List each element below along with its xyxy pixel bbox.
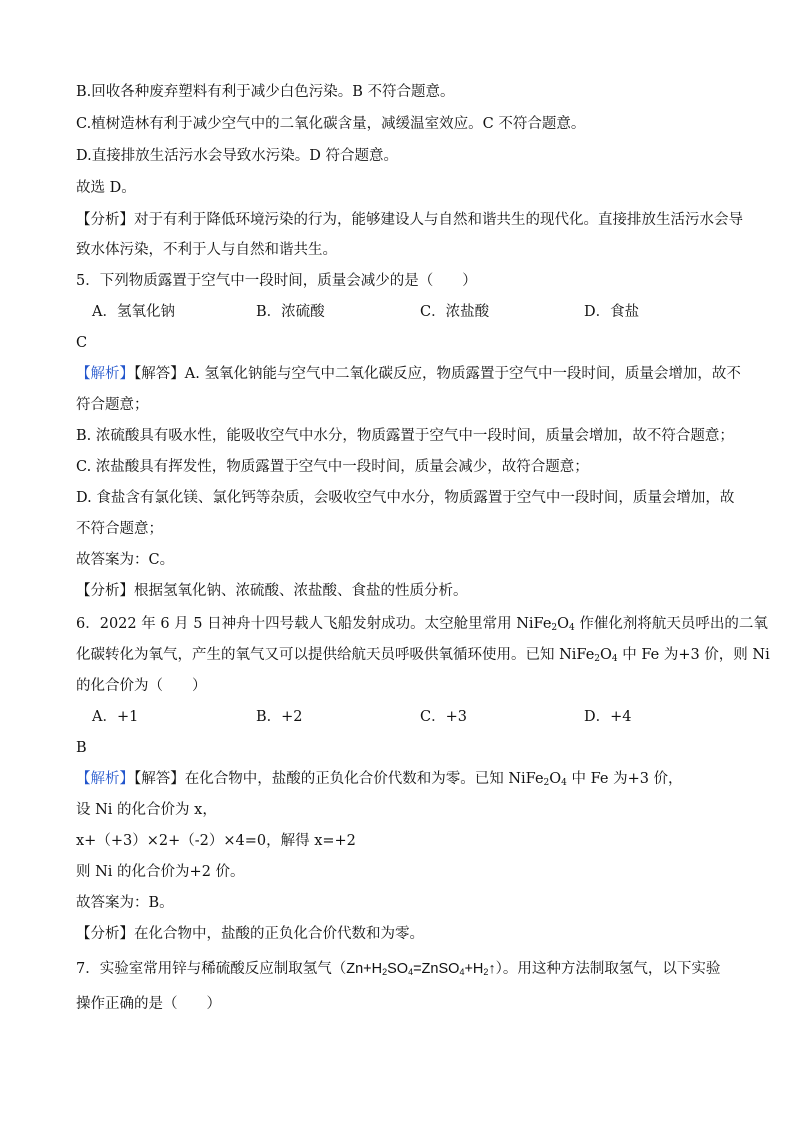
equation-part: SO <box>387 961 409 977</box>
q6-option-c: C．+3 <box>420 709 467 725</box>
solution-text: 在化合物中，盐酸的正负化合价代数和为零。已知 NiFe <box>184 771 544 787</box>
q5-final-answer: 故答案为：C。 <box>76 552 175 568</box>
analysis-tag: 【分析】 <box>76 212 134 228</box>
q5-option-b: B．浓硫酸 <box>256 304 325 320</box>
jieda-tag: 【解答】 <box>134 366 185 382</box>
analysis-text: 根据氢氧化钠、浓硫酸、浓盐酸、食盐的性质分析。 <box>134 583 468 599</box>
q4-option-c-explanation: C.植树造林有利于减少空气中的二氧化碳含量，减缓温室效应。C 不符合题意。 <box>76 116 586 132</box>
equation-part: =ZnSO <box>413 961 460 977</box>
analysis-tag: 【分析】 <box>76 583 134 599</box>
q6-stem-text: 6．2022 年 6 月 5 日神舟十四号载人飞船发射成功。太空舱里常用 NiFe <box>76 616 552 632</box>
analysis-tag: 【分析】 <box>76 926 134 942</box>
q5-solution-b: B. 浓硫酸具有吸水性，能吸收空气中水分，物质露置于空气中一段时间，质量会增加，故不符合题意； <box>76 428 734 444</box>
subscript: 4 <box>459 967 465 977</box>
jiexi-tag: 【解析】 <box>76 771 134 787</box>
subscript: 4 <box>408 967 414 977</box>
q6-stem-text: O <box>600 647 612 663</box>
q5-solution-line-2: 符合题意； <box>76 397 149 413</box>
equation-part: +H <box>464 961 484 977</box>
q5-solution-d-line-2: 不符合题意； <box>76 521 163 537</box>
q6-stem-text: 中 Fe 为+3 价，则 Ni <box>617 647 770 663</box>
q5-options <box>92 302 782 322</box>
up-arrow-icon: ↑ <box>488 961 496 977</box>
q6-stem-text: 化碳转化为氧气，产生的氧气又可以提供给航天员呼吸供氧循环使用。已知 NiFe <box>76 647 595 663</box>
q6-final-answer: 故答案为：B。 <box>76 895 174 911</box>
q4-final-answer: 故选 D。 <box>76 180 136 196</box>
q6-stem-line-3: 的化合价为（ ） <box>76 678 207 694</box>
equation-part: Zn+H <box>346 961 383 977</box>
q5-solution-d-line-1: D. 食盐含有氯化镁、氯化钙等杂质，会吸收空气中水分，物质露置于空气中一段时间，质量会增加，故 <box>76 490 735 506</box>
q5-stem: 5．下列物质露置于空气中一段时间，质量会减少的是（ ） <box>76 273 477 289</box>
subscript: 2 <box>594 654 601 664</box>
q6-solution-line-3: x+（+3）×2+（-2）×4=0，解得 x=+2 <box>76 833 356 849</box>
solution-text: 中 Fe 为+3 价， <box>566 771 683 787</box>
subscript: 2 <box>551 623 558 633</box>
q6-options <box>92 707 782 727</box>
q5-option-c: C．浓盐酸 <box>420 304 490 320</box>
subscript: 2 <box>382 967 388 977</box>
q6-solution-line-1 <box>76 769 766 789</box>
q7-stem-text: 7．实验室常用锌与稀硫酸反应制取氢气（ <box>76 961 347 977</box>
q6-stem-text: O <box>557 616 570 632</box>
q6-stem-line-2 <box>76 645 770 665</box>
analysis-text: 对于有利于降低环境污染的行为，能够建设人与自然和谐共生的现代化。直接排放生活污水会导 <box>134 212 743 228</box>
q4-option-d-explanation: D.直接排放生活污水会导致水污染。D 符合题意。 <box>76 148 398 164</box>
solution-text: O <box>549 771 562 787</box>
q5-option-a: A．氢氧化钠 <box>92 304 175 320</box>
q6-option-a: A．+1 <box>92 709 139 725</box>
analysis-text: 在化合物中，盐酸的正负化合价代数和为零。 <box>134 926 424 942</box>
jiexi-tag: 【解析】 <box>76 366 134 382</box>
q7-stem-line-1 <box>76 959 766 979</box>
subscript: 4 <box>611 654 618 664</box>
q6-stem-line-1 <box>76 614 766 634</box>
q4-analysis-line-2: 致水体污染，不利于人与自然和谐共生。 <box>76 242 337 258</box>
q4-analysis-line-1 <box>76 210 766 230</box>
subscript: 4 <box>561 778 567 788</box>
solution-text: A. 氢氧化钠能与空气中二氧化碳反应，物质露置于空气中一段时间，质量会增加，故不 <box>184 366 741 382</box>
q6-option-b: B．+2 <box>256 709 303 725</box>
q5-analysis <box>76 581 766 601</box>
q5-solution-c: C. 浓盐酸具有挥发性，物质露置于空气中一段时间，质量会减少，故符合题意； <box>76 459 589 475</box>
q6-answer: B <box>76 740 87 756</box>
subscript: 4 <box>569 623 575 633</box>
jieda-tag: 【解答】 <box>134 771 185 787</box>
q6-analysis <box>76 924 766 944</box>
q7-stem-text: ）。用这种方法制取氢气，以下实验 <box>495 961 721 977</box>
q6-solution-line-4: 则 Ni 的化合价为+2 价。 <box>76 864 245 880</box>
q7-stem-line-2: 操作正确的是（ ） <box>76 996 221 1012</box>
q4-option-b-explanation: B.回收各种废弃塑料有利于减少白色污染。B 不符合题意。 <box>76 84 455 100</box>
q5-answer: C <box>76 335 88 351</box>
q7-equation <box>346 961 495 977</box>
subscript: 2 <box>543 778 550 788</box>
q5-option-d: D．食盐 <box>584 304 640 320</box>
q6-solution-line-2: 设 Ni 的化合价为 x， <box>76 802 217 818</box>
subscript: 2 <box>483 967 489 977</box>
q6-stem-text: 作催化剂将航天员呼出的二氧 <box>574 616 768 632</box>
q6-option-d: D．+4 <box>584 709 632 725</box>
q5-solution-line-1 <box>76 364 766 384</box>
